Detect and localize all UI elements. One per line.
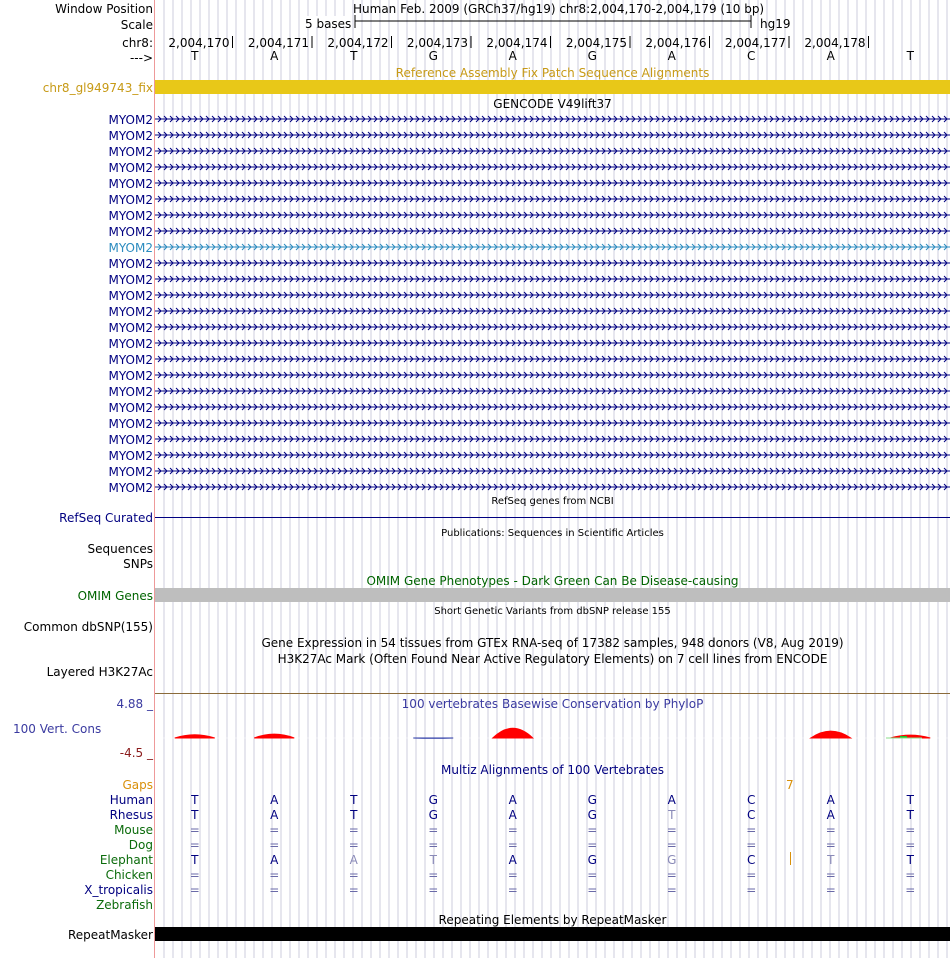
multiz-base: = [905, 883, 916, 897]
repeatmasker-title: Repeating Elements by RepeatMasker [438, 913, 667, 927]
window-position-text: Human Feb. 2009 (GRCh37/hg19) chr8:2,004,170-2,004,179 (10 bp) [353, 2, 765, 16]
gencode-transcript-label[interactable]: MYOM2 [108, 289, 153, 303]
scale-assembly: hg19 [760, 17, 791, 31]
multiz-species-label[interactable]: Human [109, 793, 153, 807]
publications-sequences-label[interactable]: Sequences [87, 542, 153, 556]
refseq-label[interactable]: RefSeq Curated [59, 511, 153, 525]
multiz-base: = [348, 823, 359, 837]
coordinate-label: 2,004,176 [645, 36, 707, 50]
coordinate-label: 2,004,172 [327, 36, 389, 50]
multiz-base: = [746, 838, 757, 852]
reference-base: A [667, 49, 676, 63]
multiz-base: A [508, 793, 517, 807]
gencode-transcript-label[interactable]: MYOM2 [108, 113, 153, 127]
phylop-score-mark [254, 734, 294, 738]
publications-snps-label[interactable]: SNPs [123, 557, 153, 571]
multiz-base: = [507, 868, 518, 882]
multiz-base: = [189, 868, 200, 882]
multiz-gap-count: 7 [786, 778, 794, 792]
multiz-base: = [348, 868, 359, 882]
publications-title: Publications: Sequences in Scientific Articles [441, 528, 664, 539]
multiz-base: = [666, 823, 677, 837]
multiz-base: = [269, 823, 280, 837]
multiz-base: C [747, 793, 756, 807]
multiz-base: = [825, 868, 836, 882]
multiz-base: = [507, 838, 518, 852]
multiz-base: = [905, 868, 916, 882]
multiz-base: A [349, 853, 358, 867]
window-position-label: Window Position [55, 2, 153, 16]
multiz-base: = [428, 883, 439, 897]
phylop-max-label: 4.88 _ [116, 697, 153, 711]
gencode-transcript-label[interactable]: MYOM2 [108, 401, 153, 415]
multiz-base: A [826, 793, 835, 807]
multiz-base: = [825, 823, 836, 837]
coordinate-label: 2,004,175 [565, 36, 627, 50]
phylop-title: 100 vertebrates Basewise Conservation by PhyloP [401, 697, 704, 711]
multiz-base: G [587, 853, 597, 867]
multiz-base: = [428, 838, 439, 852]
gencode-transcript-label[interactable]: MYOM2 [108, 417, 153, 431]
gencode-transcript-label[interactable]: MYOM2 [108, 129, 153, 143]
repeatmasker-label[interactable]: RepeatMasker [67, 928, 153, 942]
multiz-base: = [666, 838, 677, 852]
multiz-base: T [827, 853, 835, 867]
multiz-species-label[interactable]: Dog [128, 838, 153, 852]
multiz-base: G [428, 793, 438, 807]
multiz-base: G [428, 808, 438, 822]
multiz-base: = [746, 823, 757, 837]
refseq-title: RefSeq genes from NCBI [491, 496, 614, 507]
multiz-base: A [270, 808, 279, 822]
multiz-base: T [350, 793, 358, 807]
multiz-base: A [270, 853, 279, 867]
gencode-transcript-label[interactable]: MYOM2 [108, 433, 153, 447]
reference-base: G [428, 49, 438, 63]
gencode-transcript-label[interactable]: MYOM2 [108, 225, 153, 239]
dbsnp-title: Short Genetic Variants from dbSNP release 155 [434, 606, 671, 617]
multiz-species-label[interactable]: Mouse [114, 823, 153, 837]
multiz-base: G [587, 808, 597, 822]
reference-base: T [906, 49, 914, 63]
multiz-base: T [350, 808, 358, 822]
gencode-transcript-label[interactable]: MYOM2 [108, 369, 153, 383]
multiz-base: T [906, 808, 914, 822]
multiz-base: T [191, 808, 199, 822]
gencode-transcript-label[interactable]: MYOM2 [108, 337, 153, 351]
multiz-base: C [747, 808, 756, 822]
gencode-transcript-label[interactable]: MYOM2 [108, 481, 153, 495]
phylop-min-label: -4.5 _ [119, 746, 153, 760]
multiz-base: = [428, 868, 439, 882]
multiz-base: = [587, 823, 598, 837]
multiz-base: = [666, 883, 677, 897]
reference-base: G [587, 49, 597, 63]
multiz-base: = [189, 883, 200, 897]
multiz-species-label[interactable]: Zebrafish [96, 898, 153, 912]
phylop-score-mark [493, 728, 533, 738]
multiz-base: T [906, 793, 914, 807]
gencode-transcript-label[interactable]: MYOM2 [108, 353, 153, 367]
gtex-title: Gene Expression in 54 tissues from GTEx RNA-seq of 17382 samples, 948 donors (V8, Aug 2019) [261, 636, 844, 650]
coordinate-label: 2,004,173 [406, 36, 468, 50]
multiz-base: = [587, 838, 598, 852]
gencode-transcript-label[interactable]: MYOM2 [108, 241, 153, 255]
coordinate-label: 2,004,174 [486, 36, 548, 50]
gencode-title: GENCODE V49lift37 [493, 97, 612, 111]
multiz-base: = [905, 838, 916, 852]
multiz-base: = [825, 838, 836, 852]
multiz-base: A [508, 853, 517, 867]
gencode-transcript-label[interactable]: MYOM2 [108, 321, 153, 335]
gencode-transcript-label[interactable]: MYOM2 [108, 305, 153, 319]
multiz-species-label[interactable]: Chicken [105, 868, 153, 882]
gencode-transcript-label[interactable]: MYOM2 [108, 177, 153, 191]
scale-text: 5 bases [305, 17, 352, 31]
multiz-base: C [747, 853, 756, 867]
strand-label: ---> [129, 51, 153, 65]
multiz-base: = [269, 868, 280, 882]
fix-patch-bar [155, 80, 950, 94]
multiz-base: = [189, 838, 200, 852]
fix-patch-title: Reference Assembly Fix Patch Sequence Alignments [395, 66, 710, 80]
multiz-base: = [746, 868, 757, 882]
reference-base: T [350, 49, 358, 63]
multiz-species-label[interactable]: Rhesus [109, 808, 153, 822]
h3k27ac-title: H3K27Ac Mark (Often Found Near Active Regulatory Elements) on 7 cell lines from ENCODE [277, 652, 828, 666]
omim-title: OMIM Gene Phenotypes - Dark Green Can Be Disease-causing [366, 574, 739, 588]
multiz-base: G [587, 793, 597, 807]
multiz-base: = [348, 838, 359, 852]
repeatmasker-bar [155, 927, 950, 941]
multiz-species-label[interactable]: X_tropicalis [84, 883, 153, 897]
multiz-base: = [269, 883, 280, 897]
multiz-base: = [348, 883, 359, 897]
multiz-base: A [826, 808, 835, 822]
gencode-transcript-label[interactable]: MYOM2 [108, 193, 153, 207]
reference-base: A [826, 49, 835, 63]
gencode-transcript-label[interactable]: MYOM2 [108, 385, 153, 399]
omim-bar [155, 588, 950, 602]
multiz-species-label[interactable]: Elephant [99, 853, 153, 867]
multiz-base: A [270, 793, 279, 807]
reference-base: C [747, 49, 756, 63]
gencode-transcript-label[interactable]: MYOM2 [108, 465, 153, 479]
multiz-title: Multiz Alignments of 100 Vertebrates [440, 763, 665, 777]
coordinate-label: 2,004,178 [804, 36, 866, 50]
multiz-base: A [667, 793, 676, 807]
multiz-base: = [507, 823, 518, 837]
reference-base: T [191, 49, 199, 63]
multiz-base: T [906, 853, 914, 867]
multiz-base: = [587, 883, 598, 897]
phylop-label[interactable]: 100 Vert. Cons [13, 722, 102, 736]
coordinate-label: 2,004,171 [247, 36, 309, 50]
gencode-transcript-label[interactable]: MYOM2 [108, 257, 153, 271]
coordinate-label: 2,004,170 [168, 36, 230, 50]
multiz-base: = [905, 823, 916, 837]
multiz-base: T [429, 853, 437, 867]
gencode-transcript-label[interactable]: MYOM2 [108, 273, 153, 287]
h3k27ac-label[interactable]: Layered H3K27Ac [46, 665, 153, 679]
multiz-base: = [587, 868, 598, 882]
fix-patch-label[interactable]: chr8_gl949743_fix [42, 81, 153, 95]
multiz-base: = [507, 883, 518, 897]
multiz-base: = [746, 883, 757, 897]
gencode-transcript-label[interactable]: MYOM2 [108, 161, 153, 175]
phylop-score-mark [811, 731, 851, 738]
dbsnp-label[interactable]: Common dbSNP(155) [23, 620, 153, 634]
gencode-transcript-label[interactable]: MYOM2 [108, 145, 153, 159]
multiz-base: = [428, 823, 439, 837]
omim-label[interactable]: OMIM Genes [77, 589, 153, 603]
multiz-base: = [189, 823, 200, 837]
multiz-gaps-label: Gaps [122, 778, 153, 792]
multiz-base: T [668, 808, 676, 822]
gencode-transcript-label[interactable]: MYOM2 [108, 449, 153, 463]
multiz-base: G [667, 853, 677, 867]
coordinate-label: 2,004,177 [724, 36, 786, 50]
reference-base: A [270, 49, 279, 63]
multiz-base: T [191, 793, 199, 807]
multiz-base: = [825, 883, 836, 897]
scale-label: Scale [120, 18, 153, 32]
multiz-base: = [666, 868, 677, 882]
multiz-base: T [191, 853, 199, 867]
multiz-base: = [269, 838, 280, 852]
multiz-base: A [508, 808, 517, 822]
chrom-label: chr8: [122, 36, 153, 50]
reference-base: A [508, 49, 517, 63]
gencode-transcript-label[interactable]: MYOM2 [108, 209, 153, 223]
